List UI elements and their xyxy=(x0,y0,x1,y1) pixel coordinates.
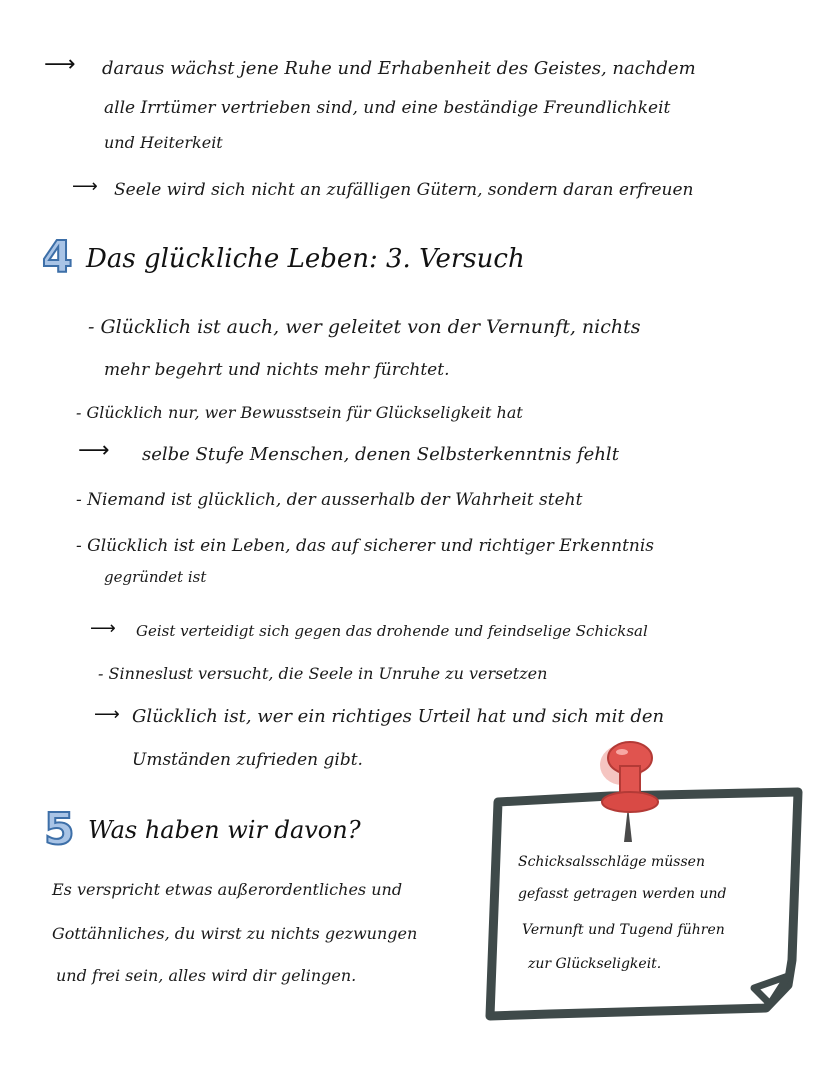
text-line: und frei sein, alles wird dir gelingen. xyxy=(56,966,357,985)
section-number: 5 xyxy=(44,804,75,855)
text-line: und Heiterkeit xyxy=(104,133,223,152)
text-line: - Glücklich ist ein Leben, das auf sicherer und richtiger Erkenntnis xyxy=(76,536,655,556)
arrow-icon: ⟶ xyxy=(90,618,116,639)
arrow-icon: ⟶ xyxy=(72,176,98,197)
text-line: - Sinneslust versucht, die Seele in Unruhe zu versetzen xyxy=(98,664,548,683)
text-line: gegründet ist xyxy=(104,568,207,586)
text-line: Umständen zufrieden gibt. xyxy=(132,750,363,770)
note-text-line: Vernunft und Tugend führen xyxy=(522,922,725,938)
text-line: - Glücklich ist auch, wer geleitet von der Vernunft, nichts xyxy=(88,316,641,338)
arrow-icon: ⟶ xyxy=(44,52,76,77)
section-title: Was haben wir davon? xyxy=(88,816,361,844)
text-line: mehr begehrt und nichts mehr fürchtet. xyxy=(104,360,450,380)
text-line: - Glücklich nur, wer Bewusstsein für Glückseligkeit hat xyxy=(76,403,523,422)
text-line: daraus wächst jene Ruhe und Erhabenheit des Geistes, nachdem xyxy=(102,58,696,79)
section-number: 4 xyxy=(42,232,73,283)
note-text-line: zur Glückseligkeit. xyxy=(528,956,662,972)
arrow-icon: ⟶ xyxy=(78,438,110,463)
text-line: selbe Stufe Menschen, denen Selbsterkenntnis fehlt xyxy=(142,444,619,465)
text-line: Gottähnliches, du wirst zu nichts gezwungen xyxy=(52,924,418,943)
section-title: Das glückliche Leben: 3. Versuch xyxy=(86,244,525,274)
text-line: Es verspricht etwas außerordentliches und xyxy=(52,880,403,899)
text-line: Geist verteidigt sich gegen das drohende und feindselige Schicksal xyxy=(136,622,648,640)
text-line: - Niemand ist glücklich, der ausserhalb der Wahrheit steht xyxy=(76,490,583,510)
note-text-line: Schicksalsschläge müssen xyxy=(518,854,705,870)
text-line: alle Irrtümer vertrieben sind, und eine beständige Freundlichkeit xyxy=(104,98,671,118)
note-text-line: gefasst getragen werden und xyxy=(518,886,727,902)
pin-icon xyxy=(588,736,678,846)
text-line: Glücklich ist, wer ein richtiges Urteil hat und sich mit den xyxy=(132,706,665,727)
arrow-icon: ⟶ xyxy=(94,704,120,725)
text-line: Seele wird sich nicht an zufälligen Gütern, sondern daran erfreuen xyxy=(114,180,694,200)
